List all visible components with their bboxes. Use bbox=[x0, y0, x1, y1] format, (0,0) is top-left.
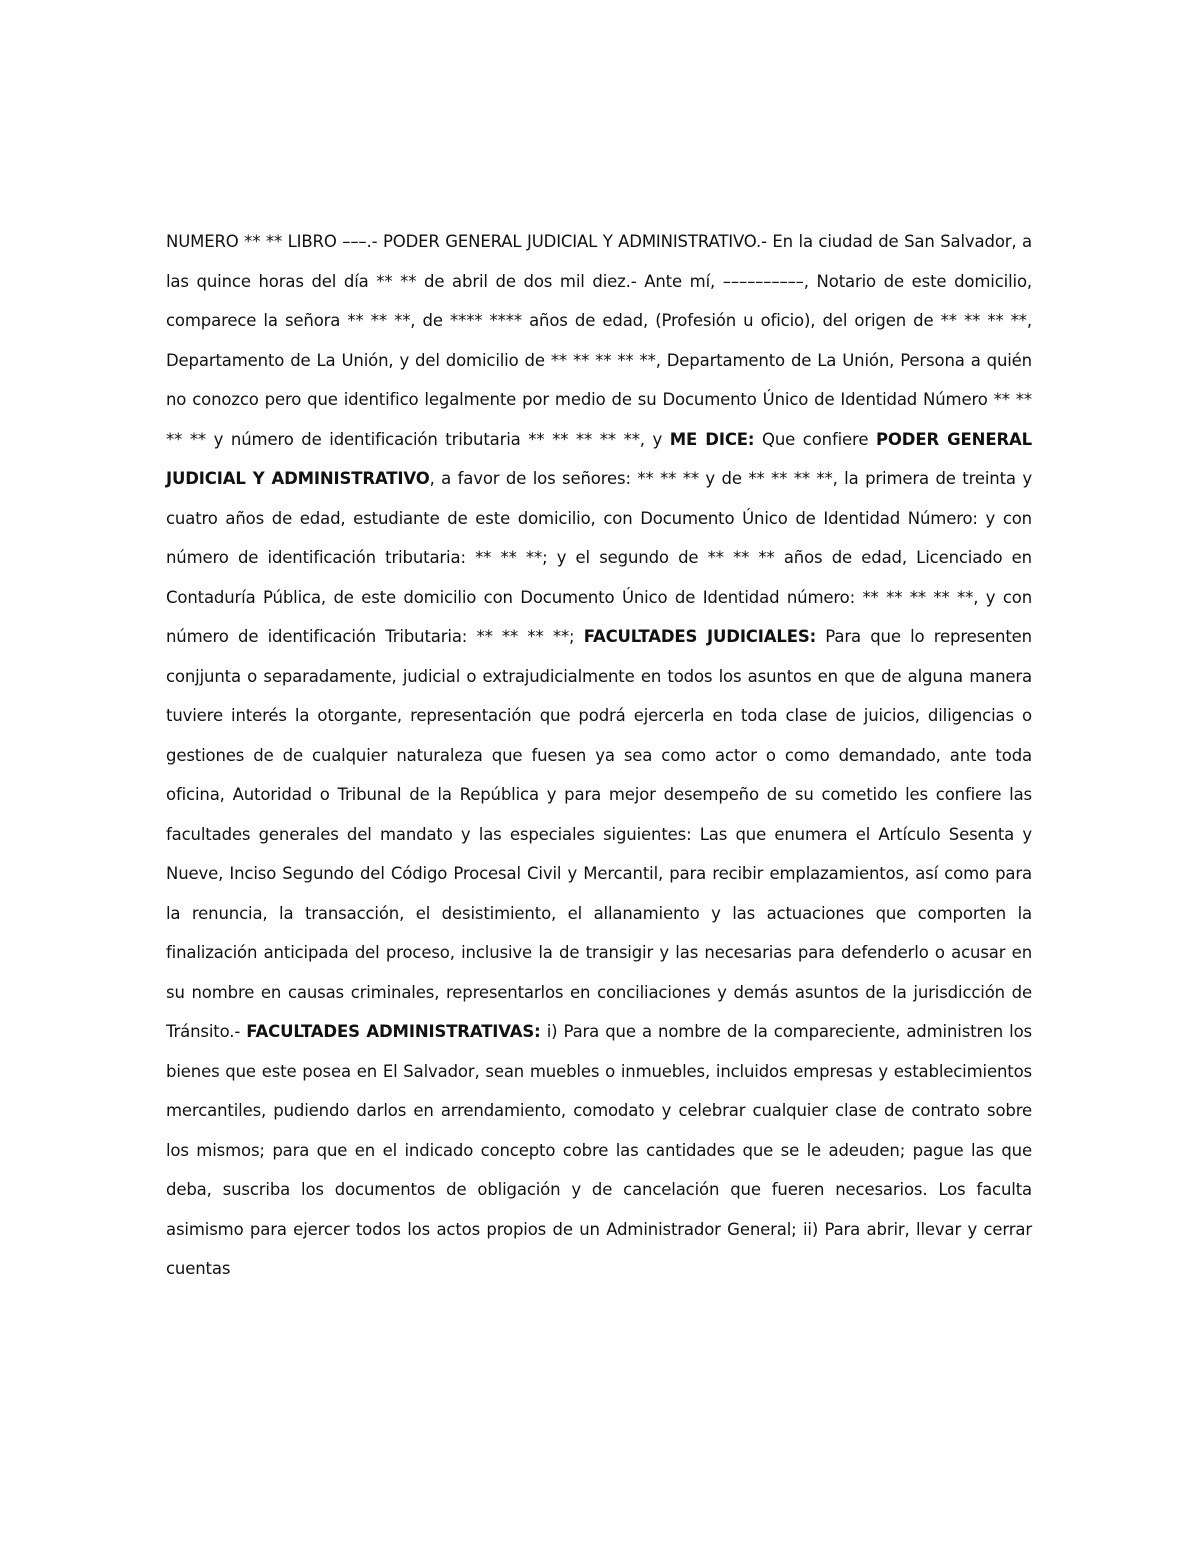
text-run-bold: PODER GENERAL JUDICIAL Y ADMINISTRATIVO bbox=[166, 429, 1032, 488]
text-run: Que confiere bbox=[754, 429, 876, 449]
text-run-bold: ME DICE: bbox=[669, 429, 755, 449]
text-run-bold: FACULTADES ADMINISTRATIVAS: bbox=[246, 1022, 541, 1041]
text-run: NUMERO ** ** LIBRO –––.- PODER GENERAL JUDICIAL Y ADMINISTRATIVO.- En la ciudad de San Salvador, a las quince horas del día ** ** de abril de dos mil diez.- Ante mí, ––––––––––, Notario de este domicilio, comparece la señora ** ** **, de **** **** años de edad, (Profesión u oficio), del origen de ** ** ** **, Departamento de La Unión, y del domicilio de ** ** ** ** **, Departamento de La Unión, Persona a quién no conozco pero que identifico legalmente por medio de su Documento Único de Identidad Número ** ** ** ** y número de identificación tributaria ** ** ** ** **, y bbox=[166, 232, 1032, 449]
text-run: , a favor de los señores: ** ** ** y de ** ** ** **, la primera de treinta y cuatro años de edad, estudiante de este domicilio, con Documento Único de Identidad Número: y con número de identificación tributaria: ** ** **; y el segundo de ** ** ** años de edad, Licenciado en Contaduría Pública, de este domicilio con Documento Único de Identidad número: ** ** ** ** **, y con número de identificación Tributaria: ** ** ** **; bbox=[166, 469, 1032, 646]
text-run: i) Para que a nombre de la compareciente, administren los bienes que este posea en El Salvador, sean muebles o inmuebles, incluidos empresas y establecimientos mercantiles, pudiendo darlos en arrendamiento, comodato y celebrar cualquier clase de contrato sobre los mismos; para que en el indicado concepto cobre las cantidades que se le adeuden; pague las que deba, suscriba los documentos de obligación y de cancelación que fueren necesarios. Los faculta asimismo para ejercer todos los actos propios de un Administrador General; ii) Para abrir, llevar y cerrar cuentas bbox=[166, 1022, 1032, 1278]
document-body-paragraph bbox=[166, 222, 1032, 1289]
text-run: Para que lo representen conjjunta o separadamente, judicial o extrajudicialmente en todos los asuntos en que de alguna manera tuviere interés la otorgante, representación que podrá ejercerla en toda clase de juicios, diligencias o gestiones de de cualquier naturaleza que fuesen ya sea como actor o como demandado, ante toda oficina, Autoridad o Tribunal de la República y para mejor desempeño de su cometido les confiere las facultades generales del mandato y las especiales siguientes: Las que enumera el Artículo Sesenta y Nueve, Inciso Segundo del Código Procesal Civil y Mercantil, para recibir emplazamientos, así como para la renuncia, la transacción, el desistimiento, el allanamiento y las actuaciones que comporten la finalización anticipada del proceso, inclusive la de transigir y las necesarias para defenderlo o acusar en su nombre en causas criminales, representarlos en conciliaciones y demás asuntos de la jurisdicción de Tránsito.- bbox=[166, 627, 1032, 1041]
text-run-bold: FACULTADES JUDICIALES: bbox=[583, 627, 817, 646]
